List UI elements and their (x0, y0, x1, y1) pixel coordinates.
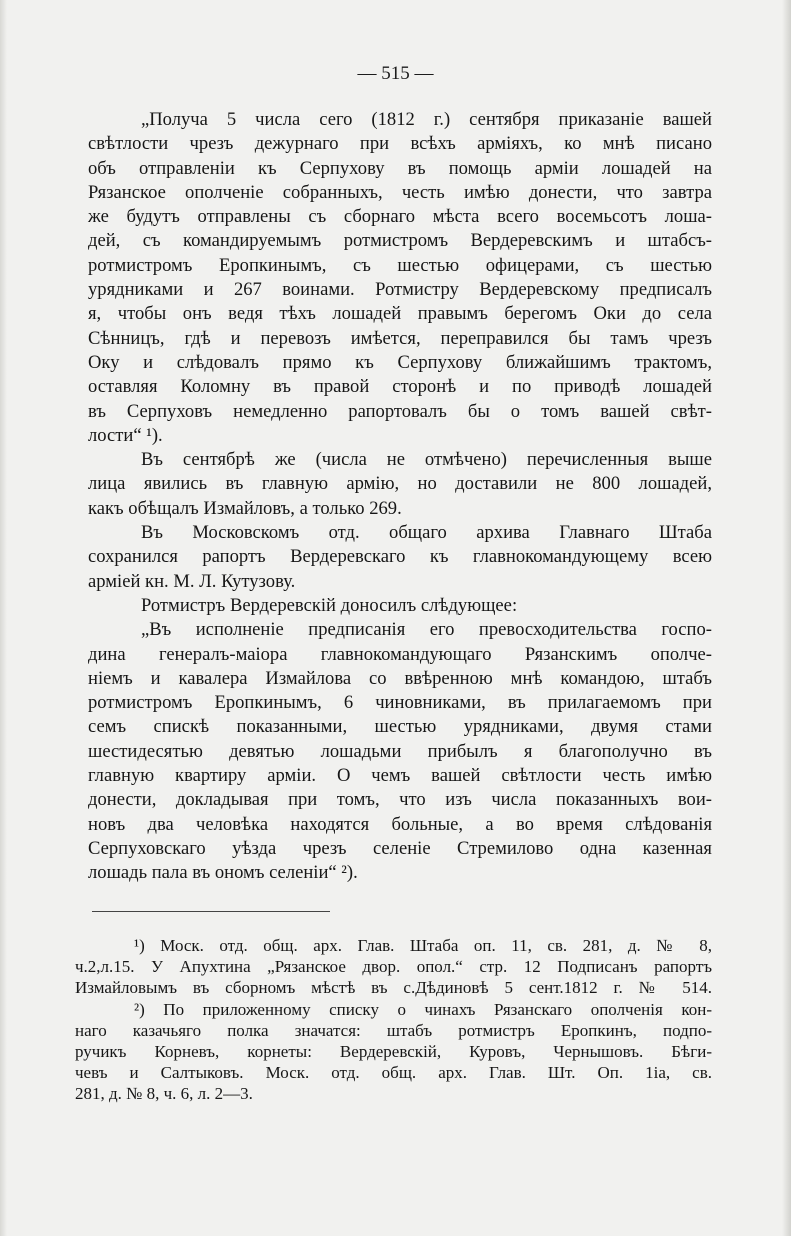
text-line: дина генералъ-маіора главнокомандующаго Рязанскимъ ополче- (88, 643, 712, 665)
main-text (88, 108, 712, 886)
text-line: семъ спискѣ показанными, шестью урядниками, двумя стами (88, 716, 712, 738)
text-line: оставляя Коломну въ правой сторонѣ и по приводѣ лошадей (88, 376, 712, 398)
text-line: Въ Московскомъ отд. общаго архива Главнаго Штаба (141, 522, 712, 544)
text-line: же будутъ отправлены съ сборнаго мѣста всего восемьсотъ лоша- (88, 206, 712, 228)
text-line: арміей кн. М. Л. Кутузову. (88, 570, 296, 592)
text-line: свѣтлости чрезъ дежурнаго при всѣхъ арміяхъ, ко мнѣ писано (88, 133, 712, 155)
text-line: Ротмистръ Вердеревскій доносилъ слѣдующее: (141, 594, 518, 616)
text-line: урядниками и 267 воинами. Ротмистру Вердеревскому предписалъ (88, 279, 712, 301)
text-line: Въ сентябрѣ же (числа не отмѣчено) перечисленныя выше (141, 449, 712, 471)
text-line: сохранился рапортъ Вердеревскаго къ главнокомандующему всею (88, 546, 712, 568)
text-line: объ отправленіи къ Серпухову въ помощь арміи лошадей на (88, 157, 712, 179)
footnote-line: наго казачьяго полка значатся: штабъ ротмистръ Еропкинъ, подпо- (75, 1020, 712, 1040)
text-line: новъ два человѣка находятся больные, а во время слѣдованія (88, 813, 712, 835)
footnote-line: ¹) Моск. отд. общ. арх. Глав. Штаба оп. 11, св. 281, д. № 8, (134, 936, 712, 955)
text-line: лошадь пала въ ономъ селеніи“ ²). (88, 862, 358, 884)
text-line: лости“ ¹). (88, 424, 163, 446)
text-line: Оку и слѣдовалъ прямо къ Серпухову ближайшимъ трактомъ, (88, 351, 712, 373)
text-line: ротмистромъ Еропкинымъ, 6 чиновниками, въ прилагаемомъ при (88, 692, 712, 714)
page-edge-left (0, 0, 7, 1236)
text-line: шестидесятью девятью лошадьми прибылъ я благополучно въ (88, 740, 712, 762)
footnote-line: ²) По приложенному списку о чинахъ Рязанскаго ополченія кон- (134, 999, 712, 1019)
text-line: ротмистромъ Еропкинымъ, съ шестью офицерами, съ шестью (88, 254, 712, 276)
text-line: я, чтобы онъ ведя тѣхъ лошадей правымъ берегомъ Оки до села (88, 303, 712, 325)
text-line: какъ обѣщалъ Измайловъ, а только 269. (88, 497, 402, 519)
text-line: „Получа 5 числа сего (1812 г.) сентября приказаніе вашей (141, 109, 712, 130)
text-line: Сѣнницъ, гдѣ и перевозъ имѣется, переправился бы тамъ чрезъ (88, 327, 712, 349)
text-line: „Въ исполненіе предписанія его превосходительства госпо- (141, 619, 712, 641)
page-edge-right (782, 0, 791, 1236)
text-line: въ Серпуховъ немедленно рапортовалъ бы о томъ вашей свѣт- (88, 400, 712, 422)
footnote-line: 281, д. № 8, ч. 6, л. 2—3. (75, 1084, 253, 1104)
text-line: ніемъ и кавалера Измайлова со ввѣренною мнѣ командою, штабъ (88, 667, 712, 689)
text-line: дей, съ командируемымъ ротмистромъ Вердеревскимъ и штабсъ- (88, 230, 712, 252)
footnotes (75, 935, 712, 1105)
footnote-line: Измайловымъ въ сборномъ мѣстѣ въ с.Дѣдиновѣ 5 сент.1812 г. № 514. (75, 978, 712, 998)
footnote-line: ч.2,л.15. У Апухтина „Рязанское двор. опол.“ стр. 12 Подписанъ рапортъ (75, 957, 712, 977)
page-number: — 515 — (357, 63, 434, 84)
footnote-separator (92, 911, 330, 912)
text-line: лица явились въ главную армію, но доставили не 800 лошадей, (88, 473, 712, 495)
footnote-line: чевъ и Салтыковъ. Моск. отд. общ. арх. Глав. Шт. Оп. 1іа, св. (75, 1063, 712, 1083)
text-line: донести, докладывая при томъ, что изъ числа показанныхъ вои- (88, 789, 712, 811)
text-line: главную квартиру арміи. О чемъ вашей свѣтлости честь имѣю (88, 765, 712, 787)
text-line: Серпуховскаго уѣзда чрезъ селеніе Стремилово одна казенная (88, 837, 712, 859)
text-line: Рязанское ополченіе собранныхъ, честь имѣю донести, что завтра (88, 181, 712, 203)
footnote-line: ручикъ Корневъ, корнеты: Вердеревскій, Куровъ, Чернышовъ. Бѣги- (75, 1041, 712, 1061)
